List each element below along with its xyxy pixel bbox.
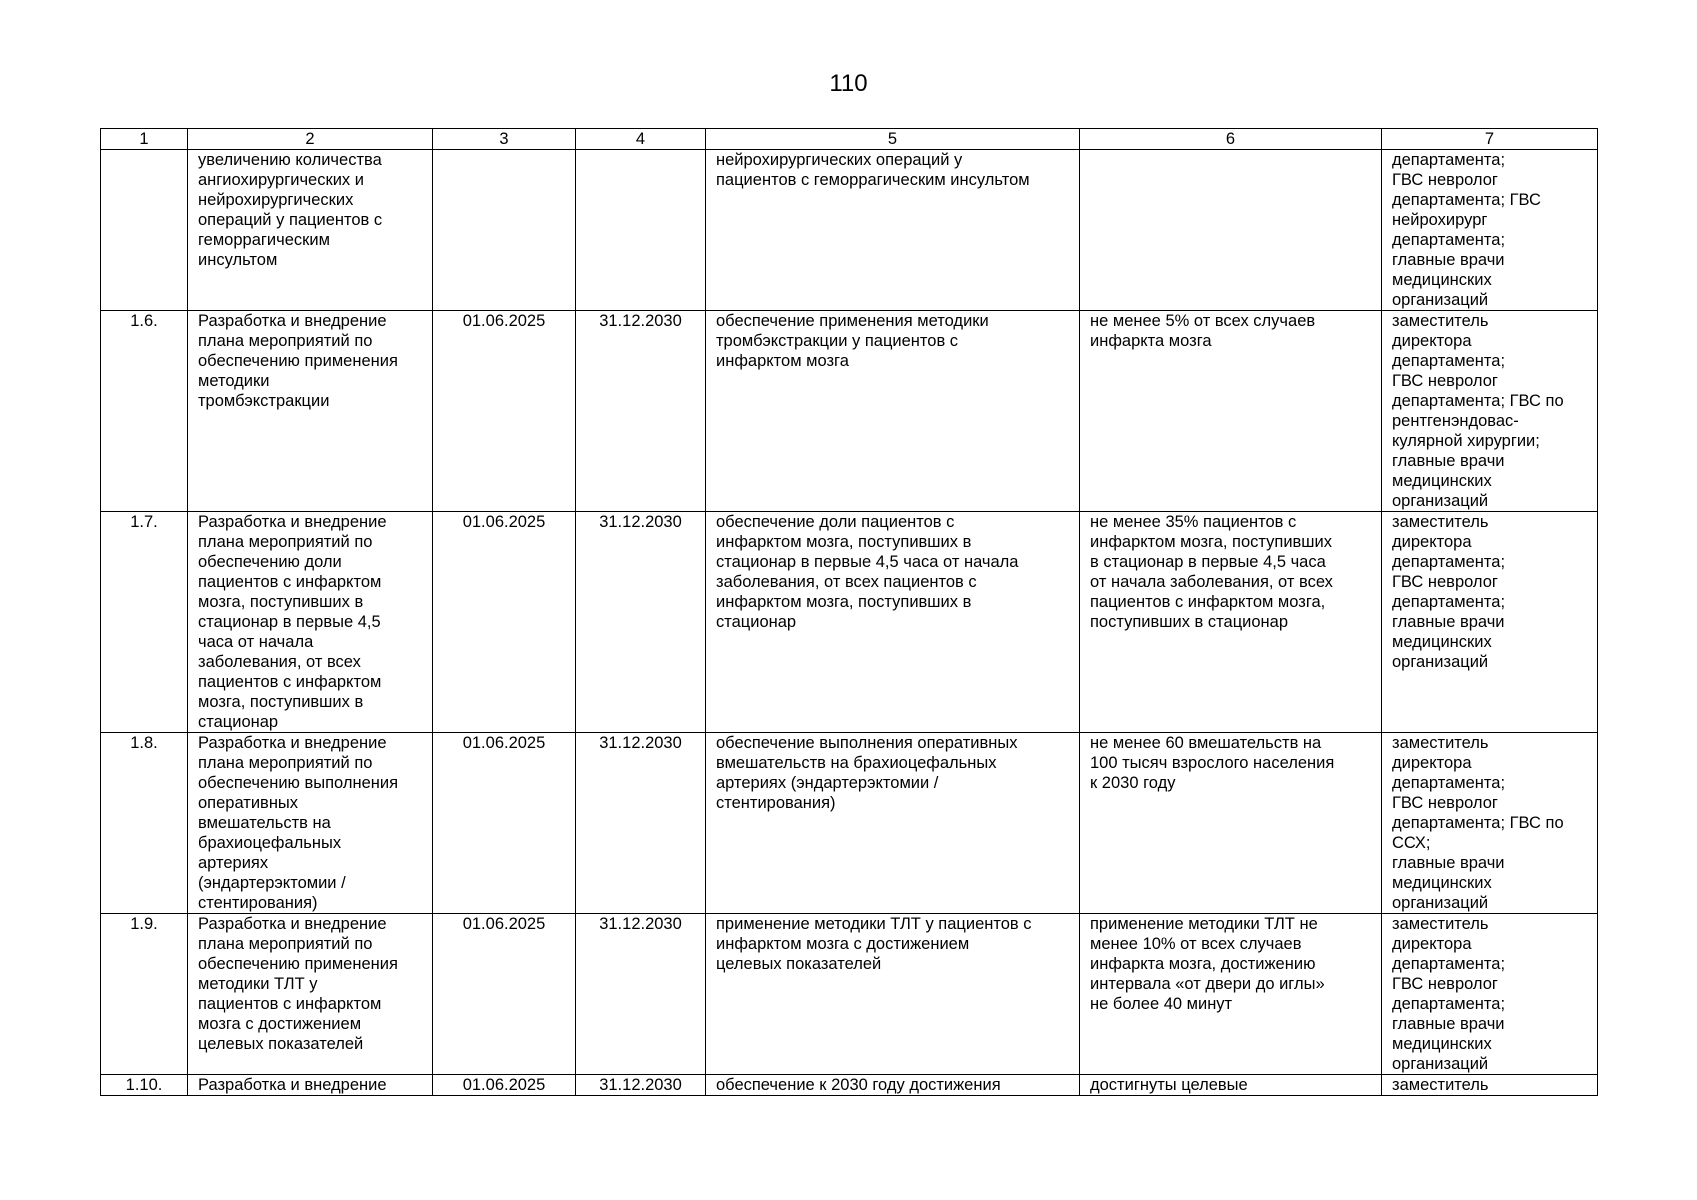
result-cell: обеспечение к 2030 году достижения — [706, 1075, 1080, 1096]
result-cell: применение методики ТЛТ у пациентов с инфарктом мозга с достижением целевых показателей — [706, 914, 1080, 1075]
indicator-cell: не менее 5% от всех случаев инфаркта мозга — [1080, 311, 1382, 512]
row-number: 1.6. — [101, 311, 188, 512]
measure-cell: Разработка и внедрение плана мероприятий по обеспечению выполнения оперативных вмешательств на брахиоцефальных артериях (эндартерэктомии / стентирования) — [188, 733, 433, 914]
responsible-cell: заместитель директора департамента; ГВС невролог департамента; ГВС по рентгенэндовас- кулярной хирургии; главные врачи медицинских организаций — [1382, 311, 1598, 512]
responsible-cell: заместитель директора департамента; ГВС невролог департамента; ГВС по ССХ; главные врачи медицинских организаций — [1382, 733, 1598, 914]
responsible-cell: заместитель директора департамента; ГВС невролог департамента; главные врачи медицинских организаций — [1382, 512, 1598, 733]
column-header: 5 — [706, 129, 1080, 150]
table-row — [101, 512, 1598, 733]
column-header: 2 — [188, 129, 433, 150]
column-header: 6 — [1080, 129, 1382, 150]
measures-table — [100, 128, 1598, 1096]
row-number: 1.8. — [101, 733, 188, 914]
end-date-cell: 31.12.2030 — [576, 1075, 706, 1096]
measure-cell: Разработка и внедрение — [188, 1075, 433, 1096]
row-number: 1.10. — [101, 1075, 188, 1096]
measure-cell: Разработка и внедрение плана мероприятий по обеспечению применения методики ТЛТ у пациентов с инфарктом мозга с достижением целевых показателей — [188, 914, 433, 1075]
row-number: 1.9. — [101, 914, 188, 1075]
end-date-cell — [576, 150, 706, 311]
end-date-cell: 31.12.2030 — [576, 311, 706, 512]
table-row — [101, 733, 1598, 914]
start-date-cell: 01.06.2025 — [433, 512, 576, 733]
measure-cell: Разработка и внедрение плана мероприятий по обеспечению доли пациентов с инфарктом мозга, поступивших в стационар в первые 4,5 часа от начала заболевания, от всех пациентов с инфарктом мозга, поступивших в стационар — [188, 512, 433, 733]
row-number — [101, 150, 188, 311]
start-date-cell: 01.06.2025 — [433, 914, 576, 1075]
end-date-cell: 31.12.2030 — [576, 733, 706, 914]
table-row — [101, 1075, 1598, 1096]
start-date-cell — [433, 150, 576, 311]
start-date-cell: 01.06.2025 — [433, 1075, 576, 1096]
table-row — [101, 914, 1598, 1075]
responsible-cell: заместитель директора департамента; ГВС невролог департамента; главные врачи медицинских организаций — [1382, 914, 1598, 1075]
result-cell: нейрохирургических операций у пациентов с геморрагическим инсультом — [706, 150, 1080, 311]
indicator-cell: применение методики ТЛТ не менее 10% от всех случаев инфаркта мозга, достижению интервала «от двери до иглы» не более 40 минут — [1080, 914, 1382, 1075]
page-number: 110 — [829, 70, 868, 97]
measure-cell: Разработка и внедрение плана мероприятий по обеспечению применения методики тромбэкстракции — [188, 311, 433, 512]
result-cell: обеспечение доли пациентов с инфарктом мозга, поступивших в стационар в первые 4,5 часа от начала заболевания, от всех пациентов с инфарктом мозга, поступивших в стационар — [706, 512, 1080, 733]
table-row — [101, 311, 1598, 512]
column-header: 1 — [101, 129, 188, 150]
responsible-cell: департамента; ГВС невролог департамента; ГВС нейрохирург департамента; главные врачи медицинских организаций — [1382, 150, 1598, 311]
start-date-cell: 01.06.2025 — [433, 733, 576, 914]
column-header: 7 — [1382, 129, 1598, 150]
indicator-cell: достигнуты целевые — [1080, 1075, 1382, 1096]
table-row — [101, 150, 1598, 311]
end-date-cell: 31.12.2030 — [576, 914, 706, 1075]
end-date-cell: 31.12.2030 — [576, 512, 706, 733]
table-header-row — [101, 129, 1598, 150]
column-header: 3 — [433, 129, 576, 150]
indicator-cell: не менее 35% пациентов с инфарктом мозга, поступивших в стационар в первые 4,5 часа от начала заболевания, от всех пациентов с инфарктом мозга, поступивших в стационар — [1080, 512, 1382, 733]
responsible-cell: заместитель — [1382, 1075, 1598, 1096]
row-number: 1.7. — [101, 512, 188, 733]
column-header: 4 — [576, 129, 706, 150]
indicator-cell — [1080, 150, 1382, 311]
result-cell: обеспечение выполнения оперативных вмешательств на брахиоцефальных артериях (эндартерэктомии / стентирования) — [706, 733, 1080, 914]
measure-cell: увеличению количества ангиохирургических и нейрохирургических операций у пациентов с геморрагическим инсультом — [188, 150, 433, 311]
result-cell: обеспечение применения методики тромбэкстракции у пациентов с инфарктом мозга — [706, 311, 1080, 512]
start-date-cell: 01.06.2025 — [433, 311, 576, 512]
indicator-cell: не менее 60 вмешательств на 100 тысяч взрослого населения к 2030 году — [1080, 733, 1382, 914]
